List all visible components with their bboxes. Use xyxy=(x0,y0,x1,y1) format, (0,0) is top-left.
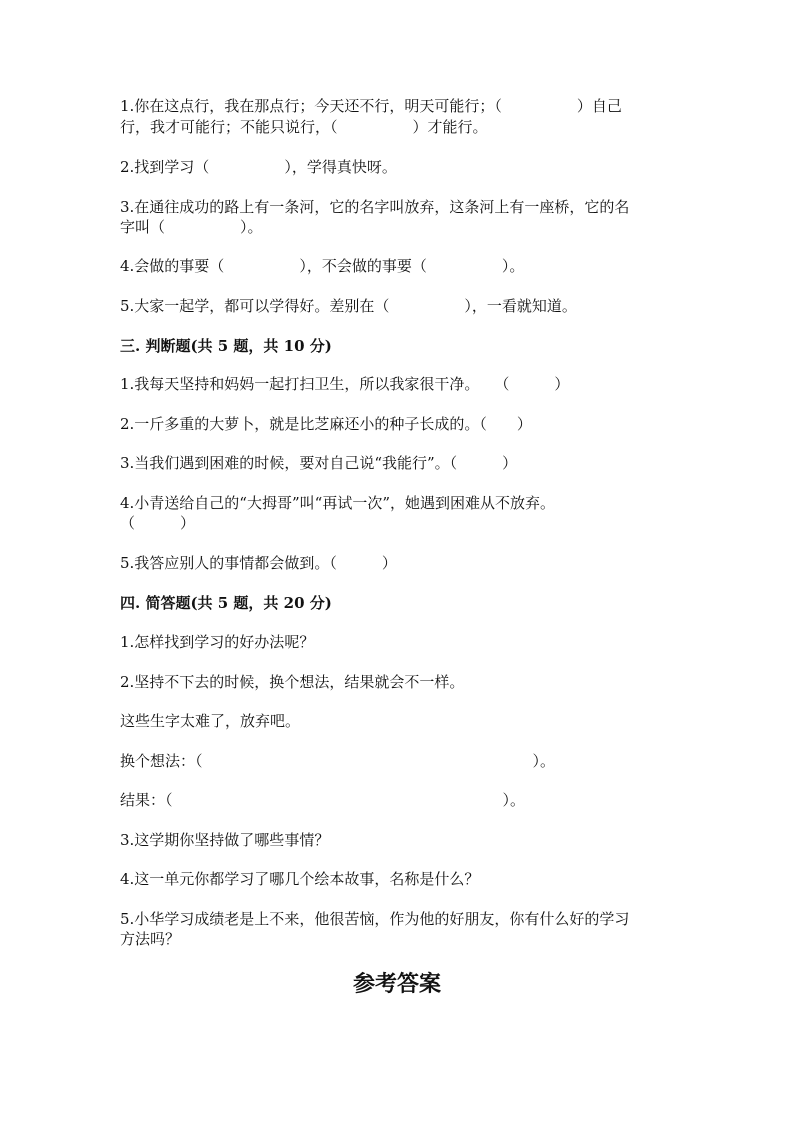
fill-blank-item-3-line-1: 3.在通往成功的路上有一条河，它的名字叫放弃，这条河上有一座桥，它的名 xyxy=(120,198,630,216)
fill-blank-item-3-line-2: 字叫（ ）。 xyxy=(120,218,263,236)
exam-page xyxy=(120,0,680,1123)
short-answer-question-2: 2.坚持不下去的时候，换个想法，结果就会不一样。 xyxy=(120,673,465,691)
judge-item-3: 3.当我们遇到困难的时候，要对自己说“我能行”。（ ） xyxy=(120,454,518,472)
short-answer-question-1: 1.怎样找到学习的好办法呢？ xyxy=(120,633,315,651)
short-answer-question-5-line-1: 5.小华学习成绩老是上不来，他很苦恼，作为他的好朋友，你有什么好的学习 xyxy=(120,910,630,928)
short-answer-question-3: 3.这学期你坚持做了哪些事情？ xyxy=(120,831,330,849)
judge-section-heading: 三. 判断题(共 5 题，共 10 分) xyxy=(120,337,332,355)
short-answer-question-2-sentence: 这些生字太难了，放弃吧。 xyxy=(120,712,301,730)
fill-blank-item-2: 2.找到学习（ ），学得真快呀。 xyxy=(120,158,397,176)
judge-item-2: 2.一斤多重的大萝卜，就是比芝麻还小的种子长成的。（ ） xyxy=(120,415,532,433)
short-answer-section-heading: 四. 简答题(共 5 题，共 20 分) xyxy=(120,594,332,612)
fill-blank-item-5: 5.大家一起学，都可以学得好。差别在（ ），一看就知道。 xyxy=(120,297,577,315)
judge-item-4-line-2: （ ） xyxy=(120,514,196,532)
answer-key-title: 参考答案 xyxy=(352,971,441,997)
judge-item-5: 5.我答应别人的事情都会做到。（ ） xyxy=(120,554,397,572)
short-answer-question-2-change-blank: 换个想法：（ ）。 xyxy=(120,752,556,770)
short-answer-question-4: 4.这一单元你都学习了哪几个绘本故事，名称是什么？ xyxy=(120,870,480,888)
judge-item-1: 1.我每天坚持和妈妈一起打扫卫生，所以我家很干净。 （ ） xyxy=(120,375,570,393)
short-answer-question-2-result-blank: 结果：（ ）。 xyxy=(120,791,526,809)
judge-item-4-line-1: 4.小青送给自己的“大拇哥”叫“再试一次”，她遇到困难从不放弃。 xyxy=(120,494,555,512)
fill-blank-item-1-line-1: 1.你在这点行，我在那点行；今天还不行，明天可能行；（ ）自己 xyxy=(120,97,622,115)
fill-blank-item-4: 4.会做的事要（ ），不会做的事要（ ）。 xyxy=(120,257,525,275)
fill-blank-item-1-line-2: 行，我才可能行；不能只说行，（ ）才能行。 xyxy=(120,118,488,136)
short-answer-question-5-line-2: 方法吗？ xyxy=(120,930,181,948)
